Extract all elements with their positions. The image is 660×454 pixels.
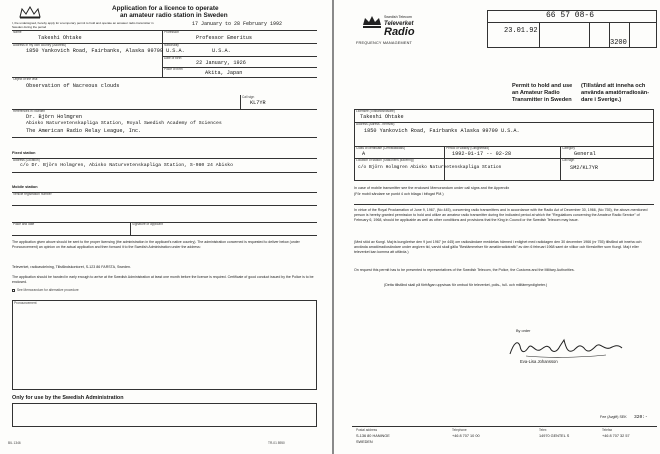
object-value: Observation of Nacreous clouds bbox=[26, 83, 120, 89]
permit-title-en-2: an Amateur Radio bbox=[512, 90, 560, 96]
form-title-line1: Application for a licence to operate bbox=[112, 5, 219, 12]
reference-2: Abisko Naturvetenskapliga Station, Royal Swedish Academy of Sciences bbox=[26, 121, 222, 126]
profession-value: Professor Emeritus bbox=[196, 35, 253, 41]
birth-value: 22 January, 1926 bbox=[196, 60, 246, 66]
category-value: General bbox=[574, 151, 596, 157]
stamp-number: 66 57 08-6 bbox=[546, 11, 595, 20]
callsign-label: Call sign bbox=[242, 95, 255, 99]
footer-telephone-value: +46 8 707 10 00 bbox=[452, 434, 480, 438]
stamp-date: 23.01.92 bbox=[504, 27, 538, 35]
name-label: Name bbox=[13, 30, 22, 34]
org-department: FREQUENCY MANAGEMENT bbox=[356, 41, 413, 45]
period-value: 17 January to 28 February 1992 bbox=[192, 21, 283, 27]
org-name-line2: Radio bbox=[384, 26, 415, 38]
class-label: Class of certificate (Certifikatklass) bbox=[356, 146, 405, 150]
permit-paragraph-1: In virtue of the Royal Proclamation of June 9, 1967, (No 445), concerning radio transmitters and in accordance with the Radio Act of December 30, 1966, (No 755), the above-mentioned person is hereby granted permission to hold and utilize an amateur radio transmitter during the indicated period at which the "Regulations concerning the Amateur Radio Service" of February 6, 1968, should be applicable as well as other conditions and provisions that the King in Council or the Swedish Telecom may issue. bbox=[354, 208, 648, 223]
nationality-label: Nationality bbox=[164, 43, 179, 47]
signature-image bbox=[506, 336, 624, 360]
location-label: Location of station (Stationens placering) bbox=[356, 158, 414, 162]
footer-telex-value: 14970 GENTEL S bbox=[539, 434, 570, 438]
name-value: Takeshi Ohtake bbox=[38, 35, 82, 41]
permit-title-en-3: Transmitter in Sweden bbox=[512, 97, 572, 103]
org-name-line1: Televerket bbox=[384, 21, 414, 27]
footer-form-code-left: BIL 1346 bbox=[8, 441, 21, 445]
birth-label: Date of birth bbox=[164, 56, 182, 60]
vehicle-label: Vehicle registration number bbox=[13, 192, 52, 196]
swedish-admin-heading: Only for use by the Swedish Administration bbox=[12, 395, 124, 401]
licensee-value: Takeshi Ohtake bbox=[360, 114, 404, 120]
fixed-address-value: c/o Dr. Björn Holmgren, Abisko Naturvetenskapliga Station, S-980 24 Abisko bbox=[20, 163, 234, 168]
reference-3: The American Radio Relay League, Inc. bbox=[26, 128, 142, 134]
crown-icon bbox=[18, 5, 42, 19]
fixed-address-label: Address (Location) bbox=[13, 158, 40, 162]
see-memorandum-text: See Memorandum for alternative procedure bbox=[17, 288, 79, 292]
permit-paragraph-2: On request this permit has to be presented to representatives of the Swedish Telecom, the Police, the Customs and the Military Authorities. bbox=[354, 268, 575, 272]
footer-postal-value: S-136 80 HANINGE bbox=[356, 434, 390, 438]
address-value: 1850 Yankovich Road, Fairbanks, Alaska 99709 U.S.A. bbox=[26, 48, 185, 54]
permit-callsign-label: Call sign bbox=[562, 158, 575, 162]
validity-value: 1992-01-17 -- 02-28 bbox=[452, 151, 512, 157]
place-date-label: Place and date bbox=[13, 222, 35, 226]
permit-title-sv-3: dare i Sverige.) bbox=[581, 97, 622, 103]
permit-paragraph-2-swedish: (Detta tillstånd skall på förfrågan uppvisas för ombud för televerket, polis-, tull- och militärmyndigheter.) bbox=[384, 283, 548, 287]
pronouncement-box bbox=[12, 300, 317, 390]
fixed-station-heading: Fixed station bbox=[12, 151, 36, 155]
admin-use-box bbox=[12, 403, 317, 427]
nationality-value: U.S.A. bbox=[212, 48, 231, 54]
footer-telex-label: Telex bbox=[539, 428, 547, 432]
fee-value: 320:- bbox=[634, 415, 648, 420]
birthplace-label: Place of birth bbox=[164, 67, 183, 71]
signature-label: Signature of applicant bbox=[132, 222, 163, 226]
footer-telephone-label: Telephone bbox=[452, 428, 467, 432]
permit-title-en-1: Permit to hold and use bbox=[512, 83, 573, 89]
mobile-note: In case of mobile transmitter see the enclosed Memorandum under call signs and the Appendix bbox=[354, 186, 510, 190]
category-label: Category bbox=[562, 146, 575, 150]
footer-form-code-right: TR-01 8950 bbox=[268, 441, 285, 445]
intro-text: I, the undersigned, hereby apply for a temporary permit to hold and operate an amateur radio transmitter in Sweden during the period bbox=[12, 21, 154, 29]
instruction-paragraph-1: The application given above should be sent to the proper licensing (the administration in the applicant's native country). The administration concerned is requested to deliver below (under Pronouncement) an opinion on the actual application and then forward it to the Swedish Administration under the address: bbox=[12, 240, 300, 249]
licensee-label: Licensee (Tillståndshavare) bbox=[356, 109, 395, 113]
signatory-name: Eva-Lisa Johansson bbox=[520, 359, 558, 364]
permit-title-sv-1: (Tillstånd att inneha och bbox=[581, 83, 646, 89]
permit-paragraph-swedish: (Med stöd av Kungl. Maj:ts kungörelse den 9 juni 1967 (nr 445) om radiosändare meddelas härmed i enlighet med radiolagen den 30 december 1966 (nr 755) tillstånd att inneha och använda amatörradiosändare under angiven tid, varvid skall gälla "Bestämmelser för amatörradiotrafik" av den 6 februari 1968 samt de villkor och föreskrifter som Kungl. Maj:t eller televerket kan komma att utfärda.) bbox=[354, 240, 642, 255]
permit-address-label: Address (Adress - hemvist) bbox=[356, 122, 395, 126]
pronouncement-label: Pronouncement bbox=[14, 301, 37, 305]
mobile-station-heading: Mobile station bbox=[12, 185, 38, 189]
footer-fax-label: Telefax bbox=[602, 428, 613, 432]
by-order-label: By order bbox=[516, 329, 531, 333]
footer-fax-value: +46 8 707 32 57 bbox=[602, 434, 630, 438]
location-value: c/o Björn Holmgren Abisko Naturvetenskapliga Station bbox=[358, 165, 502, 170]
permit-callsign-value: SM2/KL7YR bbox=[570, 165, 599, 171]
fee-label: Fee (Avgift) SEK bbox=[600, 415, 627, 419]
profession-label: Profession bbox=[164, 30, 180, 34]
references-label: References in Sweden bbox=[13, 109, 46, 113]
org-small-name: Swedish Telecom bbox=[384, 15, 412, 19]
televerket-logo-icon bbox=[360, 14, 384, 30]
reference-1: Dr. Björn Holmgren bbox=[26, 114, 83, 120]
permit-title-sv-2: använda amatörradiosän- bbox=[581, 90, 650, 96]
form-title-line2: an amateur radio station in Sweden bbox=[120, 12, 228, 19]
footer-postal-label: Postal address bbox=[356, 428, 378, 432]
mobile-note-swedish: (För mobil sändare se punkt 4 och bilaga i bifogat PM.) bbox=[354, 192, 444, 196]
class-value: A bbox=[362, 151, 366, 157]
instruction-paragraph-2: The application should be handed in early enough to arrive at the Swedish Administration at least one month before the licence is required. Certificate of good conduct issued by the Police is to be enclosed. bbox=[12, 275, 314, 284]
permit-address-value: 1850 Yankovich Road, Fairbanks Alaska 99709 U.S.A. bbox=[364, 128, 520, 134]
admin-address: Televerket, radioavdelning, Tillståndskontoret, S-123 86 FARSTA, Sweden. bbox=[12, 265, 131, 269]
footer-country: SWEDEN bbox=[356, 440, 373, 444]
address-label: Address in my own country (Address) bbox=[13, 43, 66, 47]
object-label: Object of the visit bbox=[13, 77, 38, 81]
callsign-value: KL7YR bbox=[250, 100, 266, 106]
stamp-code: 3200 bbox=[610, 39, 627, 47]
validity-label: Period of validity (Giltighetstid) bbox=[446, 146, 490, 150]
permit-page bbox=[334, 0, 660, 454]
birthplace-value: Akita, Japan bbox=[205, 70, 243, 76]
